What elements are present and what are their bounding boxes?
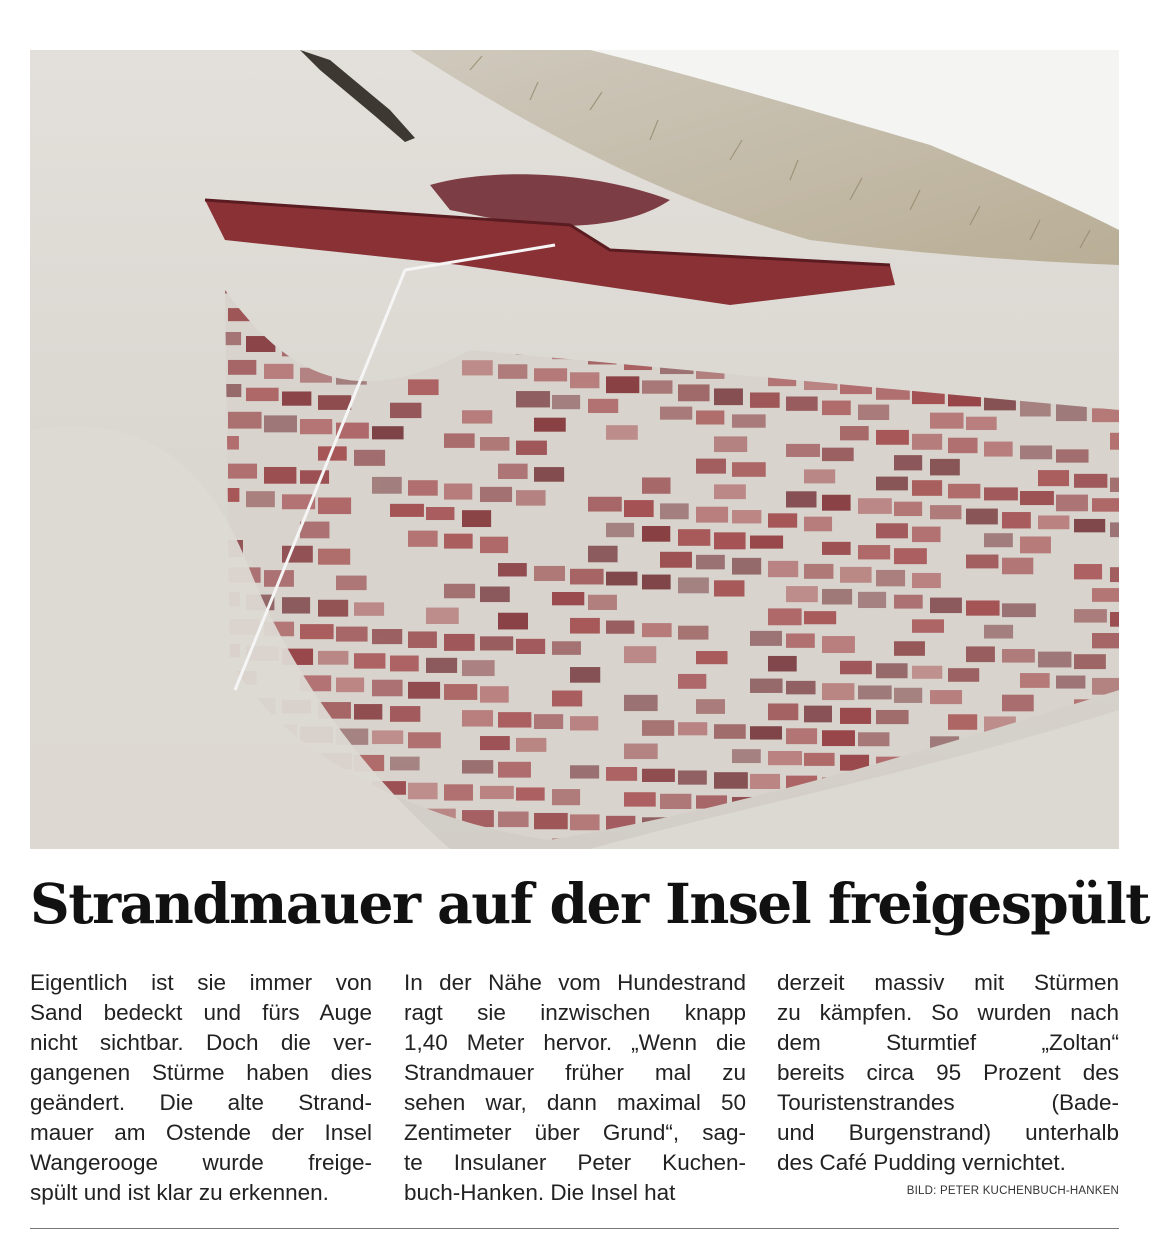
brick bbox=[1074, 609, 1107, 622]
brick bbox=[372, 730, 403, 744]
brick bbox=[948, 438, 978, 453]
brick bbox=[372, 629, 402, 644]
brick bbox=[444, 534, 473, 549]
text-line: zu kämpfen. So wurden nach bbox=[777, 1000, 1119, 1025]
brick bbox=[354, 450, 385, 466]
brick bbox=[930, 413, 964, 429]
brick bbox=[894, 595, 923, 609]
brick bbox=[678, 626, 708, 640]
brick bbox=[516, 441, 547, 455]
brick bbox=[1056, 495, 1088, 512]
brick bbox=[516, 490, 546, 505]
brick bbox=[876, 663, 908, 678]
brick bbox=[966, 417, 997, 430]
brick bbox=[354, 602, 384, 615]
brick bbox=[822, 730, 855, 746]
brick bbox=[750, 392, 780, 407]
brick bbox=[642, 526, 670, 542]
brick bbox=[804, 753, 835, 766]
article-photo bbox=[30, 50, 1119, 849]
brick bbox=[372, 426, 404, 439]
brick bbox=[534, 714, 563, 729]
brick bbox=[300, 419, 332, 434]
brick bbox=[894, 502, 922, 516]
brick bbox=[624, 792, 656, 806]
brick bbox=[732, 749, 761, 763]
photo-credit: BILD: PETER KUCHENBUCH-HANKEN bbox=[906, 1185, 1119, 1197]
brick bbox=[1074, 564, 1102, 579]
brick bbox=[552, 691, 582, 707]
brick bbox=[804, 469, 835, 483]
brick bbox=[390, 656, 419, 672]
text-line: 1,40 Meter hervor. „Wenn die bbox=[404, 1030, 746, 1055]
brick bbox=[588, 399, 618, 413]
brick bbox=[822, 636, 855, 653]
text-line: Zentimeter über Grund“, sag- bbox=[404, 1120, 746, 1145]
brick bbox=[498, 812, 529, 828]
brick bbox=[966, 646, 995, 662]
brick bbox=[732, 558, 761, 575]
text-line: und Burgenstrand) unterhalb bbox=[777, 1120, 1119, 1145]
brick bbox=[552, 592, 584, 605]
brick bbox=[1092, 588, 1119, 602]
brick bbox=[462, 760, 493, 773]
brick bbox=[1002, 558, 1033, 575]
brick bbox=[912, 619, 944, 632]
brick bbox=[678, 722, 707, 735]
brick bbox=[984, 487, 1018, 500]
brick bbox=[606, 621, 634, 634]
brick bbox=[1020, 491, 1054, 505]
brick bbox=[714, 724, 746, 739]
brick bbox=[984, 625, 1013, 639]
text-line: nicht sichtbar. Doch die ver- bbox=[30, 1030, 372, 1055]
brick bbox=[408, 379, 439, 395]
brick bbox=[228, 464, 257, 479]
brick bbox=[624, 744, 658, 760]
brick bbox=[678, 577, 709, 593]
brick bbox=[1038, 515, 1069, 529]
text-line: buch-Hanken. Die Insel hat bbox=[404, 1180, 676, 1205]
brick bbox=[444, 484, 472, 500]
brick bbox=[822, 542, 851, 555]
brick bbox=[570, 372, 599, 388]
brick bbox=[1056, 449, 1089, 462]
brick bbox=[1002, 603, 1036, 617]
brick bbox=[786, 444, 820, 457]
text-line: dem Sturmtief „Zoltan“ bbox=[777, 1030, 1119, 1055]
brick bbox=[318, 651, 348, 665]
brick bbox=[516, 639, 545, 654]
brick bbox=[912, 434, 942, 450]
brick bbox=[678, 529, 710, 546]
brick bbox=[282, 391, 311, 405]
brick bbox=[624, 500, 654, 517]
brick bbox=[318, 549, 350, 565]
brick bbox=[660, 407, 692, 420]
brick bbox=[228, 360, 256, 375]
brick bbox=[570, 765, 599, 778]
text-line: te Insulaner Peter Kuchen- bbox=[404, 1150, 746, 1175]
brick bbox=[264, 415, 297, 432]
brick bbox=[804, 611, 836, 624]
text-line: Eigentlich ist sie immer von bbox=[30, 970, 372, 995]
text-line: bereits circa 95 Prozent des bbox=[777, 1060, 1119, 1085]
brick bbox=[858, 405, 889, 420]
brick bbox=[750, 679, 783, 693]
brick bbox=[426, 608, 459, 624]
brick bbox=[282, 597, 310, 613]
brick bbox=[696, 459, 726, 474]
brick bbox=[678, 384, 710, 401]
brick bbox=[498, 464, 528, 479]
brick bbox=[606, 572, 637, 586]
brick bbox=[732, 510, 761, 523]
brick bbox=[930, 505, 961, 519]
text-line: gangenen Stürme haben dies bbox=[30, 1060, 372, 1085]
brick bbox=[1110, 522, 1119, 537]
brick bbox=[534, 813, 568, 829]
brick bbox=[588, 546, 618, 563]
brick bbox=[840, 567, 872, 583]
brick bbox=[858, 498, 892, 514]
brick bbox=[786, 681, 816, 694]
brick bbox=[876, 570, 905, 586]
brick bbox=[786, 728, 817, 744]
article-column-2 bbox=[404, 968, 746, 1208]
brick bbox=[552, 395, 580, 409]
brick bbox=[786, 586, 818, 602]
beach-wall-image bbox=[30, 50, 1119, 849]
brick bbox=[534, 467, 564, 482]
brick bbox=[768, 703, 798, 720]
brick bbox=[912, 480, 942, 496]
brick bbox=[606, 523, 634, 537]
text-line: geändert. Die alte Strand- bbox=[30, 1090, 372, 1115]
brick bbox=[948, 714, 977, 730]
brick bbox=[714, 532, 746, 549]
brick bbox=[732, 414, 766, 427]
brick bbox=[696, 699, 725, 714]
brick bbox=[1110, 478, 1119, 492]
text-line: derzeit massiv mit Stürmen bbox=[777, 970, 1119, 995]
brick bbox=[246, 388, 279, 401]
brick bbox=[624, 695, 658, 711]
brick bbox=[516, 391, 550, 407]
brick bbox=[390, 706, 420, 722]
brick bbox=[408, 531, 438, 547]
brick bbox=[318, 395, 351, 410]
brick bbox=[912, 573, 941, 588]
brick bbox=[948, 668, 979, 682]
brick bbox=[336, 627, 368, 642]
brick bbox=[408, 631, 437, 648]
brick bbox=[966, 509, 998, 525]
brick bbox=[858, 592, 886, 608]
brick bbox=[606, 767, 637, 781]
brick bbox=[480, 437, 509, 451]
brick bbox=[534, 418, 566, 432]
brick bbox=[642, 720, 674, 736]
brick bbox=[822, 495, 851, 511]
brick bbox=[336, 576, 367, 591]
brick bbox=[876, 523, 908, 538]
brick bbox=[570, 569, 604, 585]
brick bbox=[660, 794, 691, 809]
brick bbox=[732, 462, 766, 477]
brick bbox=[534, 368, 567, 381]
brick bbox=[750, 726, 782, 739]
brick bbox=[516, 738, 546, 752]
text-line: Sand bedeckt und fürs Auge bbox=[30, 1000, 372, 1025]
brick bbox=[930, 598, 962, 613]
brick bbox=[1110, 567, 1119, 582]
brick bbox=[1056, 404, 1087, 421]
text-line: Strandmauer früher mal zu bbox=[404, 1060, 746, 1085]
brick bbox=[390, 504, 424, 517]
brick bbox=[768, 513, 797, 527]
brick bbox=[714, 436, 747, 452]
brick bbox=[1092, 408, 1119, 422]
brick bbox=[840, 708, 871, 724]
brick bbox=[786, 491, 816, 507]
brick bbox=[480, 487, 512, 502]
brick bbox=[336, 678, 364, 693]
brick bbox=[786, 397, 818, 411]
brick bbox=[930, 690, 962, 704]
brick bbox=[498, 613, 528, 630]
brick bbox=[264, 364, 293, 379]
brick bbox=[354, 653, 385, 668]
brick bbox=[516, 787, 545, 800]
brick bbox=[444, 634, 475, 651]
text-line: des Café Pudding vernichtet. bbox=[777, 1150, 1066, 1175]
brick bbox=[750, 631, 782, 646]
brick bbox=[534, 566, 565, 581]
brick bbox=[408, 480, 438, 495]
brick bbox=[768, 751, 802, 765]
brick bbox=[1038, 652, 1071, 668]
brick bbox=[1110, 612, 1119, 627]
brick bbox=[984, 533, 1013, 547]
brick bbox=[948, 484, 980, 499]
brick bbox=[822, 448, 854, 461]
brick bbox=[426, 507, 454, 520]
brick bbox=[894, 455, 922, 470]
brick bbox=[768, 561, 798, 577]
text-line: Touristenstrandes (Bade- bbox=[777, 1090, 1119, 1115]
brick bbox=[876, 477, 908, 491]
brick bbox=[804, 564, 833, 579]
brick bbox=[480, 786, 514, 799]
brick bbox=[768, 608, 802, 625]
brick bbox=[696, 651, 728, 664]
brick bbox=[552, 789, 580, 805]
brick bbox=[426, 658, 457, 673]
brick bbox=[480, 587, 510, 603]
brick bbox=[822, 401, 851, 416]
brick bbox=[1038, 470, 1069, 486]
brick bbox=[642, 575, 671, 590]
brick bbox=[444, 684, 477, 700]
brick bbox=[660, 552, 692, 568]
brick bbox=[678, 674, 706, 689]
text-line: sehen war, dann maximal 50 bbox=[404, 1090, 746, 1115]
brick bbox=[822, 589, 852, 605]
brick bbox=[696, 555, 725, 570]
brick bbox=[966, 600, 1000, 615]
brick bbox=[1002, 649, 1035, 663]
brick bbox=[480, 636, 513, 650]
brick bbox=[372, 680, 403, 697]
brick bbox=[462, 410, 492, 423]
brick bbox=[480, 537, 508, 553]
article-column-3 bbox=[777, 968, 1119, 1178]
brick bbox=[372, 477, 402, 494]
brick bbox=[498, 364, 527, 379]
brick bbox=[498, 712, 531, 727]
brick bbox=[660, 503, 689, 519]
brick bbox=[642, 477, 670, 493]
brick bbox=[930, 459, 960, 476]
brick bbox=[1020, 445, 1052, 459]
brick bbox=[858, 732, 889, 746]
brick bbox=[1020, 537, 1051, 554]
brick bbox=[894, 688, 922, 703]
article-column-1 bbox=[30, 968, 372, 1208]
text-line: Wangerooge wurde freige- bbox=[30, 1150, 372, 1175]
brick bbox=[840, 426, 869, 440]
text-line: spült und ist klar zu erkennen. bbox=[30, 1180, 329, 1205]
brick bbox=[408, 732, 441, 748]
brick bbox=[462, 360, 493, 375]
article-headline: Strandmauer auf der Insel freigespült bbox=[30, 871, 1150, 936]
brick bbox=[462, 510, 491, 527]
brick bbox=[894, 548, 927, 564]
brick bbox=[300, 624, 334, 639]
brick bbox=[966, 555, 998, 569]
brick bbox=[390, 757, 420, 771]
brick bbox=[606, 425, 638, 440]
brick bbox=[444, 433, 475, 448]
brick bbox=[804, 706, 832, 723]
brick bbox=[606, 376, 639, 393]
brick bbox=[678, 770, 707, 784]
brick bbox=[714, 772, 748, 789]
brick bbox=[714, 484, 746, 499]
brick bbox=[786, 633, 815, 647]
brick bbox=[822, 683, 854, 700]
brick bbox=[444, 784, 473, 800]
brick bbox=[894, 641, 925, 656]
brick bbox=[1056, 676, 1085, 689]
brick bbox=[624, 646, 656, 663]
brick bbox=[1074, 519, 1105, 532]
brick bbox=[480, 736, 510, 750]
brick bbox=[552, 641, 581, 655]
brick bbox=[480, 686, 509, 702]
brick bbox=[804, 517, 832, 532]
brick bbox=[462, 710, 493, 726]
brick bbox=[390, 403, 421, 418]
text-line: ragt sie inzwischen knapp bbox=[404, 1000, 746, 1025]
brick bbox=[462, 660, 495, 676]
brick bbox=[408, 682, 440, 699]
brick bbox=[588, 595, 617, 610]
brick bbox=[642, 623, 672, 637]
brick bbox=[444, 584, 475, 598]
brick bbox=[714, 580, 744, 596]
brick bbox=[912, 666, 942, 679]
brick bbox=[408, 783, 438, 800]
brick bbox=[768, 656, 797, 672]
brick bbox=[696, 410, 724, 424]
brick bbox=[1074, 474, 1107, 488]
brick bbox=[1002, 512, 1031, 528]
brick bbox=[642, 769, 675, 782]
brick bbox=[588, 497, 622, 512]
brick bbox=[318, 600, 348, 617]
brick bbox=[1002, 695, 1034, 712]
brick bbox=[570, 814, 600, 830]
brick bbox=[696, 507, 728, 523]
brick bbox=[264, 467, 296, 484]
divider bbox=[30, 1228, 1119, 1229]
brick bbox=[750, 536, 783, 549]
brick bbox=[570, 716, 598, 730]
brick bbox=[840, 661, 872, 674]
brick bbox=[318, 498, 351, 515]
brick bbox=[912, 527, 941, 543]
brick bbox=[858, 545, 890, 559]
brick bbox=[498, 762, 531, 778]
brick bbox=[1074, 654, 1106, 669]
text-line: In der Nähe vom Hundestrand bbox=[404, 970, 746, 995]
brick bbox=[1092, 498, 1119, 511]
text-line: mauer am Ostende der Insel bbox=[30, 1120, 372, 1145]
brick bbox=[354, 704, 382, 719]
brick bbox=[300, 522, 329, 539]
brick bbox=[642, 380, 672, 393]
brick bbox=[1092, 633, 1119, 648]
brick bbox=[1110, 433, 1119, 450]
brick bbox=[876, 710, 909, 724]
brick bbox=[714, 388, 743, 405]
brick bbox=[228, 412, 262, 429]
brick bbox=[498, 563, 527, 576]
brick bbox=[1020, 673, 1050, 688]
brick bbox=[858, 685, 892, 699]
brick bbox=[750, 774, 780, 789]
brick bbox=[984, 442, 1013, 457]
brick bbox=[570, 618, 600, 634]
brick bbox=[876, 430, 909, 445]
brick bbox=[570, 667, 600, 683]
brick bbox=[246, 491, 275, 507]
